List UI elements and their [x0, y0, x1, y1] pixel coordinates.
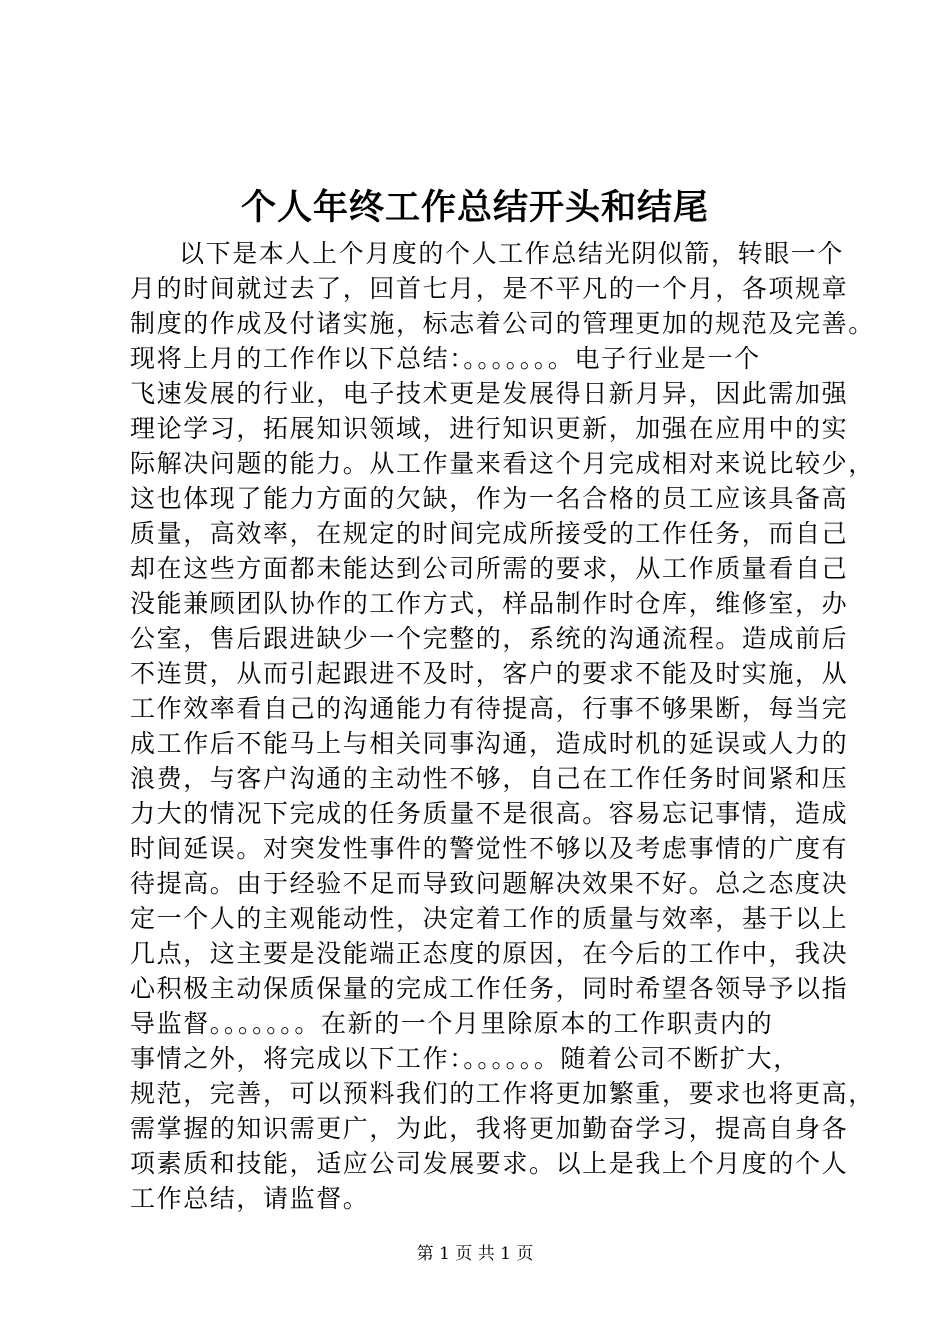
body-line: 以下是本人上个月度的个人工作总结光阴似箭，转眼一个: [179, 239, 845, 268]
document-title: 个人年终工作总结开头和结尾: [240, 187, 709, 228]
body-line: 不连贯，从而引起跟进不及时，客户的要求不能及时实施，从: [130, 659, 849, 688]
body-line: 际解决问题的能力。从工作量来看这个月完成相对来说比较少，: [130, 449, 875, 478]
body-line: 需掌握的知识需更广，为此，我将更加勤奋学习，提高自身各: [130, 1114, 849, 1143]
body-line: 导监督。。。。。。。在新的一个月里除原本的工作职责内的: [130, 1009, 774, 1038]
body-line: 没能兼顾团队协作的工作方式，样品制作时仓库，维修室，办: [130, 589, 849, 618]
body-line: 几点，这主要是没能端正态度的原因，在今后的工作中，我决: [130, 939, 849, 968]
body-line: 公室，售后跟进缺少一个完整的，系统的沟通流程。造成前后: [130, 624, 849, 653]
page-number-footer: 第 1 页 共 1 页: [416, 1244, 534, 1264]
body-line: 心积极主动保质保量的完成工作任务，同时希望各领导予以指: [130, 974, 849, 1003]
body-line: 这也体现了能力方面的欠缺，作为一名合格的员工应该具备高: [130, 484, 849, 513]
document-body: [130, 236, 875, 1216]
body-line: 浪费，与客户沟通的主动性不够，自己在工作任务时间紧和压: [130, 764, 849, 793]
body-line: 工作总结，请监督。: [130, 1184, 370, 1213]
body-line: 质量，高效率，在规定的时间完成所接受的工作任务，而自己: [130, 519, 849, 548]
body-line: 定一个人的主观能动性，决定着工作的质量与效率，基于以上: [130, 904, 849, 933]
body-line: 月的时间就过去了，回首七月，是不平凡的一个月，各项规章: [130, 274, 849, 303]
body-line: 制度的作成及付诸实施，标志着公司的管理更加的规范及完善。: [130, 309, 875, 338]
body-line: 事情之外，将完成以下工作：。。。。。。随着公司不断扩大，: [130, 1044, 800, 1073]
body-line: 理论学习，拓展知识领域，进行知识更新，加强在应用中的实: [130, 414, 849, 443]
body-line: 却在这些方面都未能达到公司所需的要求，从工作质量看自己: [130, 554, 849, 583]
body-line: 工作效率看自己的沟通能力有待提高，行事不够果断，每当完: [130, 694, 849, 723]
body-line: 飞速发展的行业，电子技术更是发展得日新月异，因此需加强: [130, 379, 849, 408]
body-line: 项素质和技能，适应公司发展要求。以上是我上个月度的个人: [130, 1149, 849, 1178]
body-line: 规范，完善，可以预料我们的工作将更加繁重，要求也将更高，: [130, 1079, 875, 1108]
body-line: 待提高。由于经验不足而导致问题解决效果不好。总之态度决: [130, 869, 849, 898]
body-line: 时间延误。对突发性事件的警觉性不够以及考虑事情的广度有: [130, 834, 849, 863]
body-line: 力大的情况下完成的任务质量不是很高。容易忘记事情，造成: [130, 799, 849, 828]
body-line: 现将上月的工作作以下总结：。。。。。。。电子行业是一个: [130, 344, 761, 373]
body-line: 成工作后不能马上与相关同事沟通，造成时机的延误或人力的: [130, 729, 849, 758]
